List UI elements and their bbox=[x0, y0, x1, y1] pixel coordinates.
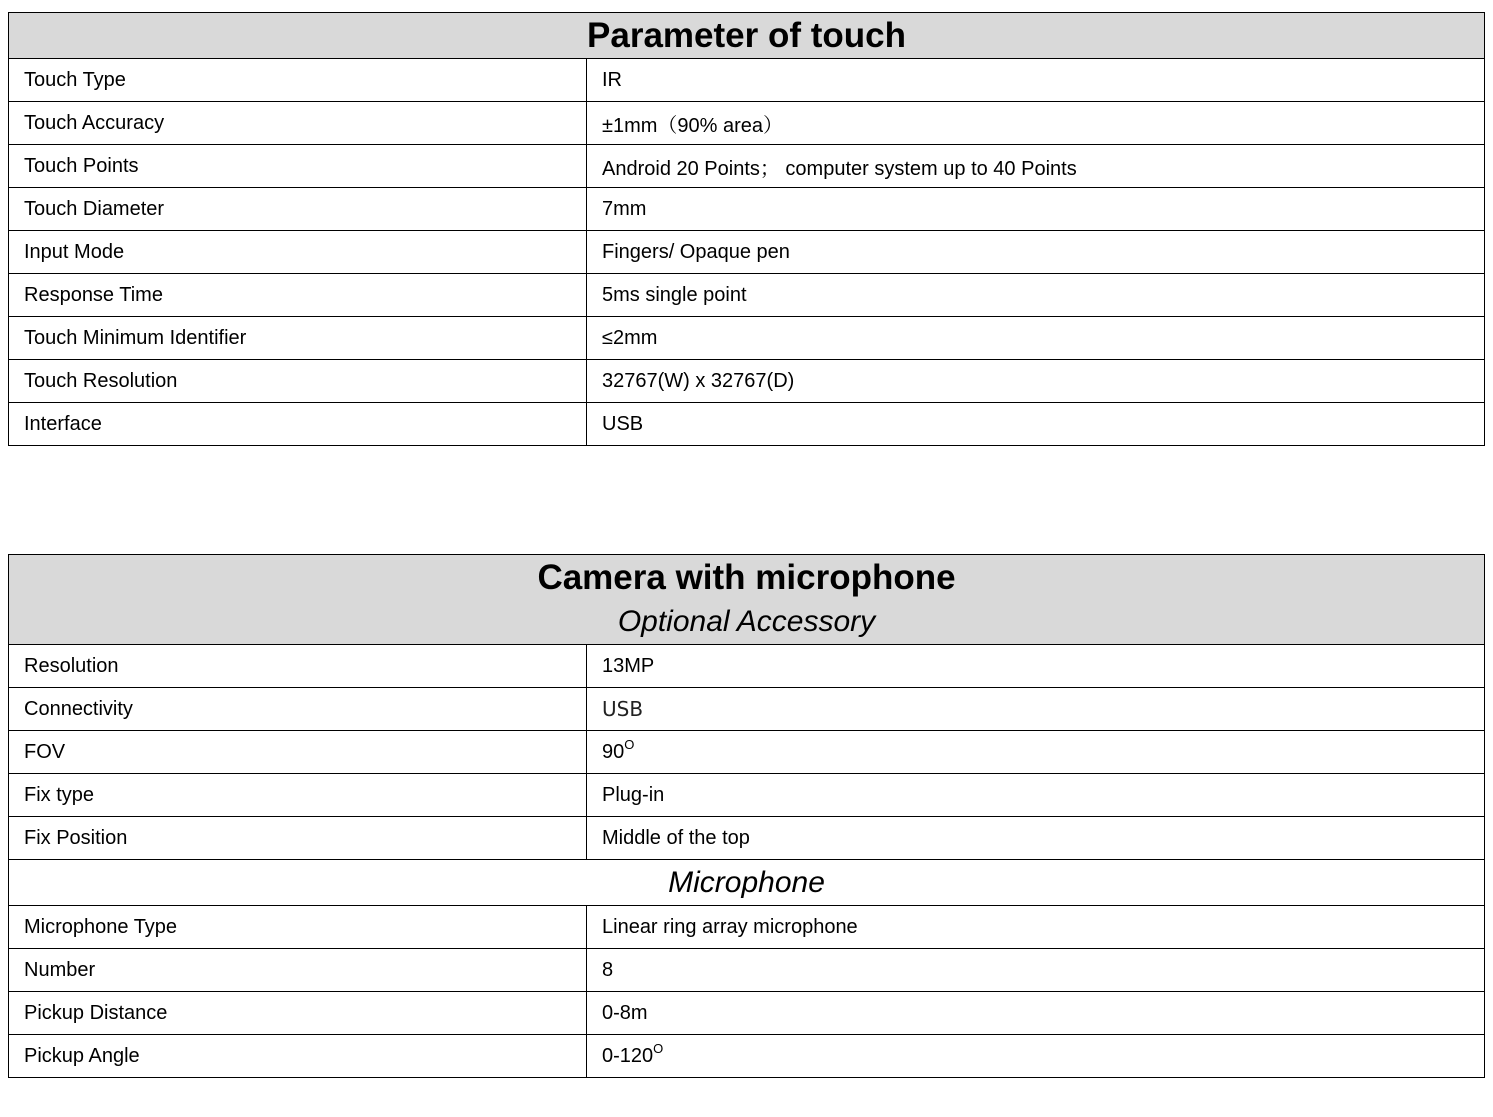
row-value-cell bbox=[587, 731, 1485, 774]
table-row bbox=[9, 1035, 1485, 1078]
camera-table-title bbox=[9, 555, 1485, 645]
row-label: Pickup Angle bbox=[9, 1035, 587, 1078]
camera-microphone-table bbox=[8, 554, 1485, 1078]
table-row bbox=[9, 774, 1485, 817]
row-label: Resolution bbox=[9, 645, 587, 688]
row-value: Linear ring array microphone bbox=[587, 906, 1485, 949]
row-label: Input Mode bbox=[9, 231, 587, 274]
row-value: IR bbox=[587, 59, 1485, 102]
row-label: Touch Diameter bbox=[9, 188, 587, 231]
degree-superscript: O bbox=[653, 1040, 664, 1056]
camera-subtitle-text: Optional Accessory bbox=[617, 604, 876, 638]
row-value: 0-8m bbox=[587, 992, 1485, 1035]
section-row bbox=[9, 860, 1485, 906]
table-row bbox=[9, 688, 1485, 731]
camera-title-text: Camera with microphone bbox=[537, 557, 956, 597]
row-value: Plug-in bbox=[587, 774, 1485, 817]
table-row bbox=[9, 317, 1485, 360]
row-label: FOV bbox=[9, 731, 587, 774]
table-row bbox=[9, 645, 1485, 688]
row-label: Fix type bbox=[9, 774, 587, 817]
row-label: Number bbox=[9, 949, 587, 992]
row-value: 13MP bbox=[587, 645, 1485, 688]
row-label: Pickup Distance bbox=[9, 992, 587, 1035]
table-row bbox=[9, 102, 1485, 145]
row-value: Fingers/ Opaque pen bbox=[587, 231, 1485, 274]
row-label: Interface bbox=[9, 403, 587, 446]
row-label: Fix Position bbox=[9, 817, 587, 860]
row-label: Touch Accuracy bbox=[9, 102, 587, 145]
row-value: 90 bbox=[602, 740, 625, 763]
table-row bbox=[9, 403, 1485, 446]
row-label: Response Time bbox=[9, 274, 587, 317]
row-label: Touch Resolution bbox=[9, 360, 587, 403]
row-value: ±1mm（90% area） bbox=[587, 102, 1485, 145]
row-value: 0-120 bbox=[602, 1044, 654, 1067]
table-row bbox=[9, 274, 1485, 317]
touch-parameters-table bbox=[8, 12, 1485, 446]
microphone-section-heading: Microphone bbox=[9, 860, 1485, 906]
degree-superscript: O bbox=[624, 736, 635, 752]
table-row bbox=[9, 731, 1485, 774]
row-label: Microphone Type bbox=[9, 906, 587, 949]
row-value: Middle of the top bbox=[587, 817, 1485, 860]
row-value: 5ms single point bbox=[587, 274, 1485, 317]
table-row bbox=[9, 360, 1485, 403]
table-header-row bbox=[9, 13, 1485, 59]
row-value: 32767(W) x 32767(D) bbox=[587, 360, 1485, 403]
row-value: USB bbox=[587, 403, 1485, 446]
table-row bbox=[9, 231, 1485, 274]
row-value: USB bbox=[587, 688, 1485, 731]
row-value: 7mm bbox=[587, 188, 1485, 231]
table-header-row bbox=[9, 555, 1485, 645]
table-row bbox=[9, 906, 1485, 949]
row-value-cell bbox=[587, 1035, 1485, 1078]
row-value: Android 20 Points； computer system up to 40 Points bbox=[587, 145, 1485, 188]
row-label: Touch Type bbox=[9, 59, 587, 102]
table-row bbox=[9, 188, 1485, 231]
touch-title-text: Parameter of touch bbox=[587, 15, 906, 55]
touch-table-title bbox=[9, 13, 1485, 59]
table-row bbox=[9, 949, 1485, 992]
row-label: Touch Points bbox=[9, 145, 587, 188]
row-value: ≤2mm bbox=[587, 317, 1485, 360]
row-label: Connectivity bbox=[9, 688, 587, 731]
row-label: Touch Minimum Identifier bbox=[9, 317, 587, 360]
table-row bbox=[9, 145, 1485, 188]
table-row bbox=[9, 817, 1485, 860]
table-row bbox=[9, 992, 1485, 1035]
row-value: 8 bbox=[587, 949, 1485, 992]
table-row bbox=[9, 59, 1485, 102]
